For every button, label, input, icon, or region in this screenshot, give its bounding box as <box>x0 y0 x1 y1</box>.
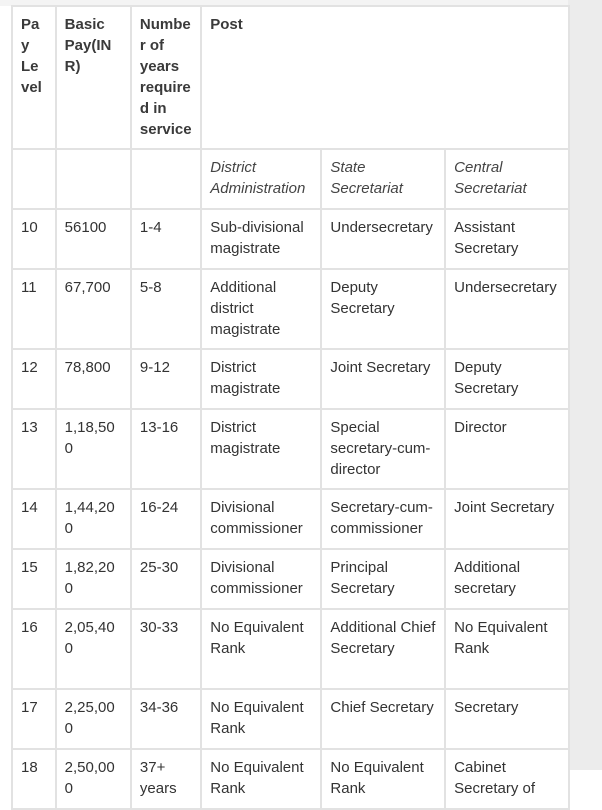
table-row <box>12 549 569 609</box>
cell-level: 13 <box>12 409 56 489</box>
cell-central: Assistant Secretary <box>445 209 569 269</box>
subheader-empty-1 <box>12 149 56 209</box>
cell-level: 15 <box>12 549 56 609</box>
cell-district: No Equivalent Rank <box>201 749 321 809</box>
subheader-state: State Secretariat <box>321 149 445 209</box>
cell-level: 10 <box>12 209 56 269</box>
cell-central: Cabinet Secretary of <box>445 749 569 809</box>
cell-state: Joint Secretary <box>321 349 445 409</box>
cell-state: Principal Secretary <box>321 549 445 609</box>
table-row <box>12 689 569 749</box>
table-row <box>12 349 569 409</box>
table-row <box>12 609 569 689</box>
cell-state: Special secretary-cum-director <box>321 409 445 489</box>
cell-state: Deputy Secretary <box>321 269 445 349</box>
cell-central: Joint Secretary <box>445 489 569 549</box>
header-row <box>12 6 569 149</box>
subheader-central: Central Secretariat <box>445 149 569 209</box>
cell-level: 17 <box>12 689 56 749</box>
cell-state: Additional Chief Secretary <box>321 609 445 689</box>
cell-state: Undersecretary <box>321 209 445 269</box>
cell-years: 30-33 <box>131 609 201 689</box>
cell-years: 34-36 <box>131 689 201 749</box>
pay-matrix-table <box>11 5 570 810</box>
cell-pay: 2,25,000 <box>56 689 131 749</box>
cell-central: Undersecretary <box>445 269 569 349</box>
cell-central: Additional secretary <box>445 549 569 609</box>
table-row <box>12 209 569 269</box>
cell-central: Director <box>445 409 569 489</box>
cell-pay: 2,50,000 <box>56 749 131 809</box>
cell-district: Divisional commissioner <box>201 489 321 549</box>
table-row <box>12 269 569 349</box>
cell-district: No Equivalent Rank <box>201 609 321 689</box>
cell-level: 12 <box>12 349 56 409</box>
cell-pay: 1,82,200 <box>56 549 131 609</box>
table-row <box>12 489 569 549</box>
cell-district: No Equivalent Rank <box>201 689 321 749</box>
table-row <box>12 749 569 809</box>
cell-central: Secretary <box>445 689 569 749</box>
cell-district: Divisional commissioner <box>201 549 321 609</box>
cell-years: 25-30 <box>131 549 201 609</box>
header-post: Post <box>201 6 569 149</box>
header-years: Number of years required in service <box>131 6 201 149</box>
cell-level: 16 <box>12 609 56 689</box>
subheader-row <box>12 149 569 209</box>
cell-level: 18 <box>12 749 56 809</box>
cell-pay: 1,18,500 <box>56 409 131 489</box>
cell-state: Chief Secretary <box>321 689 445 749</box>
cell-district: Sub-divisional magistrate <box>201 209 321 269</box>
cell-pay: 1,44,200 <box>56 489 131 549</box>
header-pay-level: Pay Level <box>12 6 56 149</box>
cell-district: District magistrate <box>201 349 321 409</box>
cell-years: 5-8 <box>131 269 201 349</box>
cell-years: 13-16 <box>131 409 201 489</box>
cell-central: Deputy Secretary <box>445 349 569 409</box>
table-body <box>12 209 569 809</box>
cell-pay: 56100 <box>56 209 131 269</box>
header-basic-pay: Basic Pay(INR) <box>56 6 131 149</box>
cell-district: Additional district magistrate <box>201 269 321 349</box>
cell-district: District magistrate <box>201 409 321 489</box>
table-row <box>12 409 569 489</box>
cell-pay: 78,800 <box>56 349 131 409</box>
cell-state: Secretary-cum-commissioner <box>321 489 445 549</box>
subheader-empty-2 <box>56 149 131 209</box>
cell-years: 37+ years <box>131 749 201 809</box>
cell-pay: 67,700 <box>56 269 131 349</box>
cell-level: 14 <box>12 489 56 549</box>
subheader-empty-3 <box>131 149 201 209</box>
cell-years: 9-12 <box>131 349 201 409</box>
cell-years: 16-24 <box>131 489 201 549</box>
subheader-district: District Administration <box>201 149 321 209</box>
cell-years: 1-4 <box>131 209 201 269</box>
cell-state: No Equivalent Rank <box>321 749 445 809</box>
scroll-gutter <box>568 0 602 770</box>
cell-pay: 2,05,400 <box>56 609 131 689</box>
cell-central: No Equivalent Rank <box>445 609 569 689</box>
cell-level: 11 <box>12 269 56 349</box>
